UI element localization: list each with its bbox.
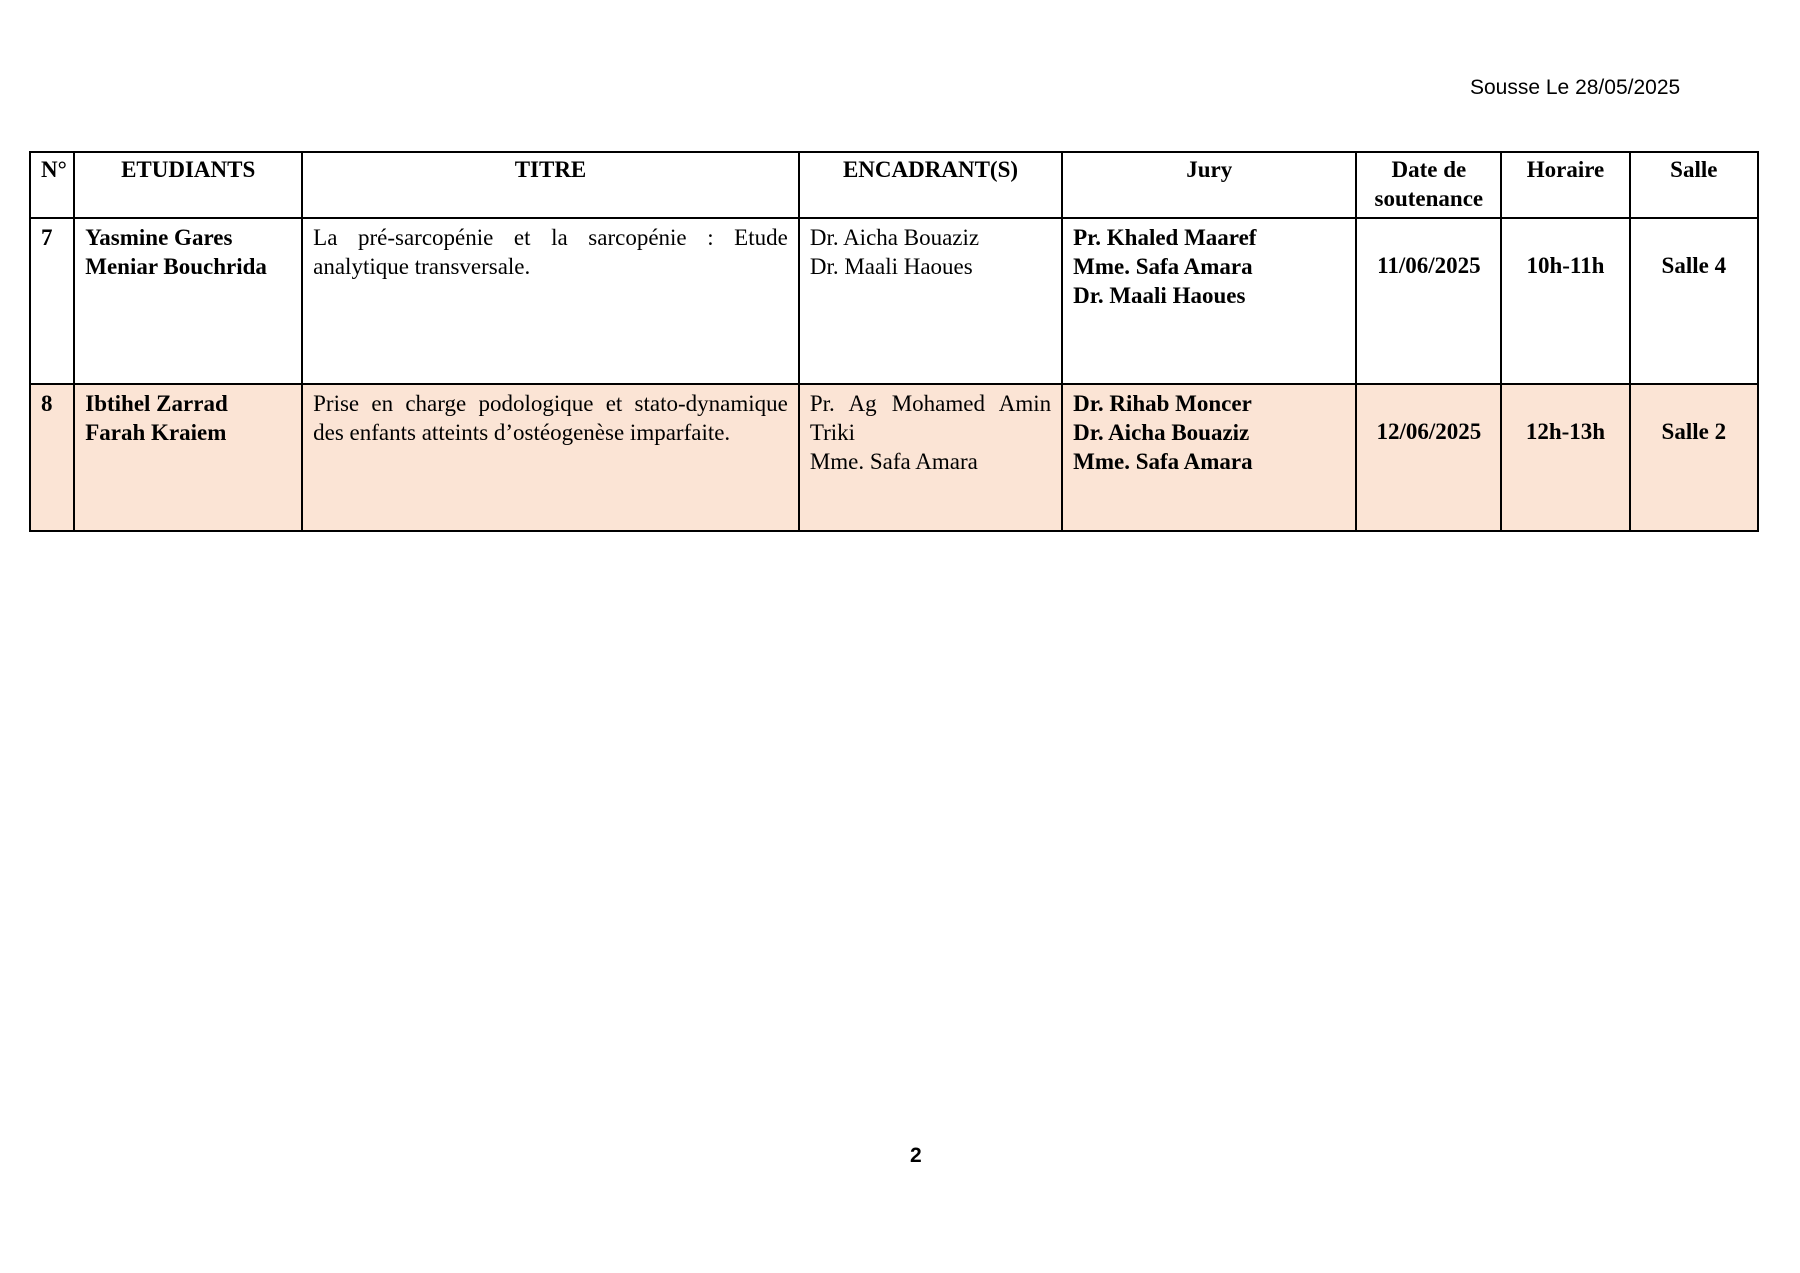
defense-date: 11/06/2025 [1356, 218, 1501, 384]
supervisor-name: Mme. Safa Amara [809, 449, 978, 474]
students-cell [74, 384, 302, 531]
defense-time: 10h-11h [1501, 218, 1629, 384]
student-name: Yasmine Gares [85, 225, 233, 250]
supervisors-cell [799, 218, 1062, 384]
row-number: 7 [30, 218, 74, 384]
jury-member: Mme. Safa Amara [1073, 449, 1253, 474]
defense-time: 12h-13h [1501, 384, 1629, 531]
defense-room: Salle 2 [1630, 384, 1758, 531]
thesis-title: La pré-sarcopénie et la sarcopénie : Etude analytique transversale. [302, 218, 799, 384]
column-header-date: Date de soutenance [1356, 152, 1501, 218]
student-name: Meniar Bouchrida [85, 254, 267, 279]
jury-cell [1062, 384, 1356, 531]
students-cell [74, 218, 302, 384]
column-header-room: Salle [1630, 152, 1758, 218]
column-header-students: ETUDIANTS [74, 152, 302, 218]
student-name: Farah Kraiem [85, 420, 227, 445]
jury-member: Mme. Safa Amara [1073, 254, 1253, 279]
document-date: Sousse Le 28/05/2025 [1470, 76, 1681, 99]
supervisor-name: Dr. Aicha Bouaziz [809, 225, 980, 250]
page-number: 2 [910, 1144, 922, 1167]
column-header-supervisors: ENCADRANT(S) [799, 152, 1062, 218]
defense-date: 12/06/2025 [1356, 384, 1501, 531]
thesis-title: Prise en charge podologique et stato-dynamique des enfants atteints d’ostéogenèse imparfaite. [302, 384, 799, 531]
jury-member: Dr. Rihab Moncer [1073, 391, 1252, 416]
jury-member: Dr. Maali Haoues [1073, 283, 1246, 308]
column-header-time: Horaire [1501, 152, 1629, 218]
supervisors-cell [799, 384, 1062, 531]
column-header-number: N° [30, 152, 74, 218]
column-header-title: TITRE [302, 152, 799, 218]
student-name: Ibtihel Zarrad [85, 391, 228, 416]
column-header-jury: Jury [1062, 152, 1356, 218]
table-row [30, 218, 1758, 384]
supervisor-name: Pr. Ag Mohamed Amin Triki [809, 391, 1052, 445]
jury-cell [1062, 218, 1356, 384]
table-header-row [30, 152, 1758, 218]
jury-member: Dr. Aicha Bouaziz [1073, 420, 1250, 445]
supervisor-name: Dr. Maali Haoues [809, 254, 973, 279]
row-number: 8 [30, 384, 74, 531]
table-row [30, 384, 1758, 531]
defense-room: Salle 4 [1630, 218, 1758, 384]
jury-member: Pr. Khaled Maaref [1073, 225, 1257, 250]
defense-schedule-table [29, 151, 1759, 532]
